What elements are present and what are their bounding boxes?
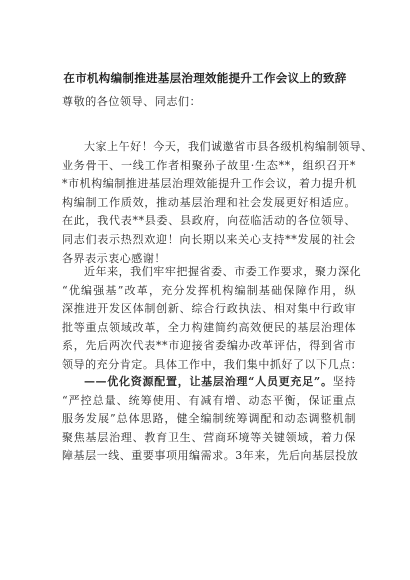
document-title: 在市机构编制推进基层治理效能提升工作会议上的致辞	[63, 71, 347, 85]
paragraph-review	[62, 263, 363, 375]
section-heading: ——优化资源配置，让基层治理“人员更充足”。	[84, 375, 333, 388]
paragraph-line: 障基层一线、重要事项用编需求。3年来，先后向基层投放	[62, 449, 359, 463]
paragraph-line: 深推进开发区体制创新、综合行政执法、相对集中行政审	[62, 302, 356, 316]
paragraph-line: 近年来，我们牢牢把握省委、市委工作要求，聚力深化	[84, 265, 362, 278]
section-heading-line	[62, 373, 356, 392]
paragraph-line: “严控总量、统筹使用、有减有增、动态平衡，保证重点	[62, 393, 356, 407]
paragraph-line: 构编制工作质效，推动基层治理和社会发展更好相适应。	[62, 195, 356, 209]
paragraph-line: 大家上午好！今天，我们诚邀省市县各级机构编制领导、	[84, 140, 373, 153]
paragraph-line: 批等重点领域改革，全力构建简约高效便民的基层治理体	[62, 320, 356, 334]
paragraph-resources	[62, 373, 359, 466]
paragraph-line: 各界表示衷心感谢！	[62, 251, 166, 265]
paragraph-line: 服务发展”总体思路，健全编制统筹调配和动态调整机制	[62, 412, 356, 426]
salutation: 尊敬的各位领导、同志们：	[62, 95, 202, 108]
section-heading-tail: 坚持	[332, 375, 356, 388]
paragraph-line: *市机构编制推进基层治理效能提升工作会议，着力提升机	[62, 177, 357, 191]
paragraph-line: 业务骨干、一线工作者相聚孙子故里·生态**，组织召开*	[62, 158, 356, 172]
paragraph-line: “优编强基”改革，充分发挥机构编制基础保障作用，纵	[62, 283, 356, 297]
paragraph-opening	[62, 138, 373, 268]
paragraph-line: 领导的充分肯定。具体工作中，我们集中抓好了以下几点：	[62, 357, 363, 371]
paragraph-line: 系，先后两次代表**市迎接省委编办改革评估，得到省市	[62, 339, 356, 353]
paragraph-line: 聚焦基层治理、教育卫生、营商环境等关键领域，着力保	[62, 430, 356, 444]
paragraph-line: 同志们表示热烈欢迎！向长期以来关心支持**发展的社会	[62, 232, 356, 246]
paragraph-line: 在此，我代表**县委、县政府，向莅临活动的各位领导、	[62, 214, 356, 228]
